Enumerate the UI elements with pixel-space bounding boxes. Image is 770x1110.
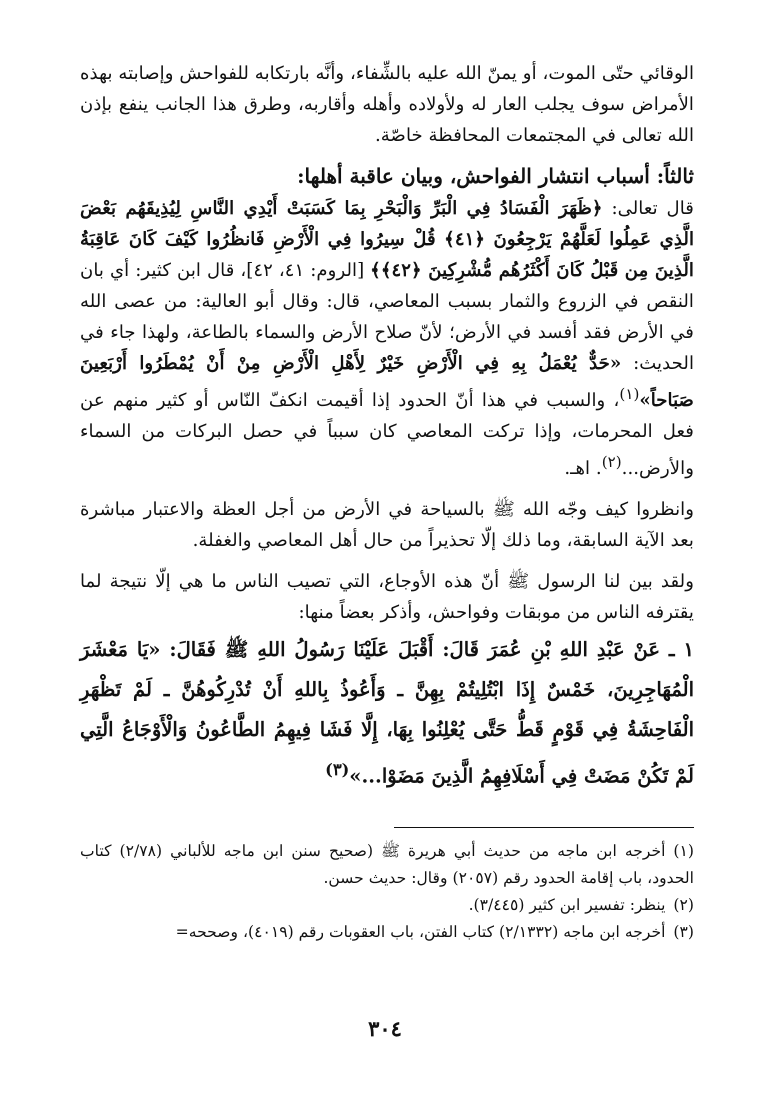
paragraph-2-tail: ، والسبب في هذا أنّ الحدود إذا أقيمت انكفّ النّاس أو كثير منهم عن فعل المحرمات، وإذا تركت المعاصي كان سبباً في حصل البركات من السماء والأرض... — [80, 390, 694, 480]
footnote-1-number: (١) — [673, 841, 694, 860]
footnote-ref-1: (١) — [619, 385, 640, 403]
footnote-1 — [80, 838, 694, 892]
paragraph-2-body: [الروم: ٤١، ٤٢]، قال ابن كثير: أي بان النقص في الزروع والثمار بسبب المعاصي، قال: وقال أبو العالية: من عصى الله في الأرض فقد أفسد في الأرض؛ لأنّ صلاح الأرض والسماء بالطاعة، ولهذا جاء في الحديث: — [80, 260, 694, 374]
footnote-ref-3: (٣) — [325, 760, 350, 780]
footnote-3-number: (٣) — [673, 922, 694, 941]
footnote-1-text: أخرجه ابن ماجه من حديث أبي هريرة ﷺ (صحيح سنن ابن ماجه للألباني (٢/٧٨) كتاب الحدود، باب إقامة الحدود رقم (٢٠٥٧) وقال: حديث حسن. — [80, 841, 694, 887]
footnote-2 — [80, 892, 694, 919]
paragraph-1: الوقائي حتّى الموت، أو يمنّ الله عليه بالشِّفاء، وأنَّه بارتكابه للفواحش وإصابته بهذه الأمراض سوف يجلب العار له ولأولاده وأهله وأقاربه، وطرق هذا الجانب ينفع بإذن الله تعالى في المجتمعات المحافظة خاصّة. — [80, 63, 694, 146]
footnote-3 — [80, 919, 694, 946]
footnote-divider — [394, 827, 694, 828]
footnote-2-number: (٢) — [673, 895, 694, 914]
paragraph-4: ولقد بين لنا الرسول ﷺ أنّ هذه الأوجاع، التي تصيب الناس ما هي إلّا نتيجة لما يقترفه الناس من موبقات وفواحش، وأذكر بعضاً منها: — [80, 571, 694, 624]
paragraph-3: وانظروا كيف وجّه الله ﷺ بالسياحة في الأرض من أجل العظة والاعتبار مباشرة بعد الآية السابقة، وما ذلك إلّا تحذيراً من حال أهل المعاصي والغفلة. — [80, 499, 694, 552]
paragraph-2 — [80, 193, 694, 484]
paragraph-2-end: . اهـ. — [564, 458, 602, 480]
hadith-1 — [80, 630, 694, 797]
page-number: ٣٠٤ — [368, 1016, 402, 1041]
footnote-2-text: ينظر: تفسير ابن كثير (٣/٤٤٥). — [468, 895, 666, 914]
footnote-3-text: أخرجه ابن ماجه (٢/١٣٣٢) كتاب الفتن، باب العقوبات رقم (٤٠١٩)، وصححه= — [175, 922, 666, 941]
verse-intro: قال تعالى: — [602, 198, 694, 219]
hadith-1-text: ١ ـ عَنْ عَبْدِ اللهِ بْنِ عُمَرَ قَالَ: أَقْبَلَ عَلَيْنَا رَسُولُ اللهِ ﷺ فَقَالَ: «يَا مَعْشَرَ الْمُهَاجِرِينَ، خَمْسٌ إِذَا ابْتُلِيتُمْ بِهِنَّ ـ وَأَعُوذُ بِاللهِ أَنْ تُدْرِكُوهُنَّ ـ لَمْ تَظْهَرِ الْفَاحِشَةُ فِي قَوْمٍ قَطُّ حَتَّى يُعْلِنُوا بِهَا، إِلَّا فَشَا فِيهِمُ الطَّاعُونُ وَالْأَوْجَاعُ الَّتِي لَمْ تَكُنْ مَضَتْ فِي أَسْلَافِهِمُ الَّذِينَ مَضَوْا...» — [80, 638, 694, 788]
footnote-ref-2: (٢) — [601, 453, 622, 472]
quran-verse: ﴿ظَهَرَ الْفَسَادُ فِي الْبَرِّ وَالْبَحْرِ بِمَا كَسَبَتْ أَيْدِي النَّاسِ لِيُذِيقَهُم بَعْضَ الَّذِي عَمِلُوا لَعَلَّهُمْ يَرْجِعُونَ ﴿٤١﴾ قُلْ سِيرُوا فِي الْأَرْضِ فَانظُرُوا كَيْفَ كَانَ عَاقِبَةُ الَّذِينَ مِن قَبْلُ كَانَ أَكْثَرُهُم مُّشْرِكِينَ ﴿٤٢﴾﴾ — [80, 198, 695, 281]
hadith-quote: «حَدٌّ يُعْمَلُ بِهِ فِي الْأَرْضِ خَيْرٌ لِأَهْلِ الْأَرْضِ مِنْ أَنْ يُمْطَرُوا أَرْبَعِينَ صَبَاحاً» — [80, 353, 694, 412]
section-heading: ثالثاً: أسباب انتشار الفواحش، وبيان عاقبة أهلها: — [297, 164, 694, 188]
